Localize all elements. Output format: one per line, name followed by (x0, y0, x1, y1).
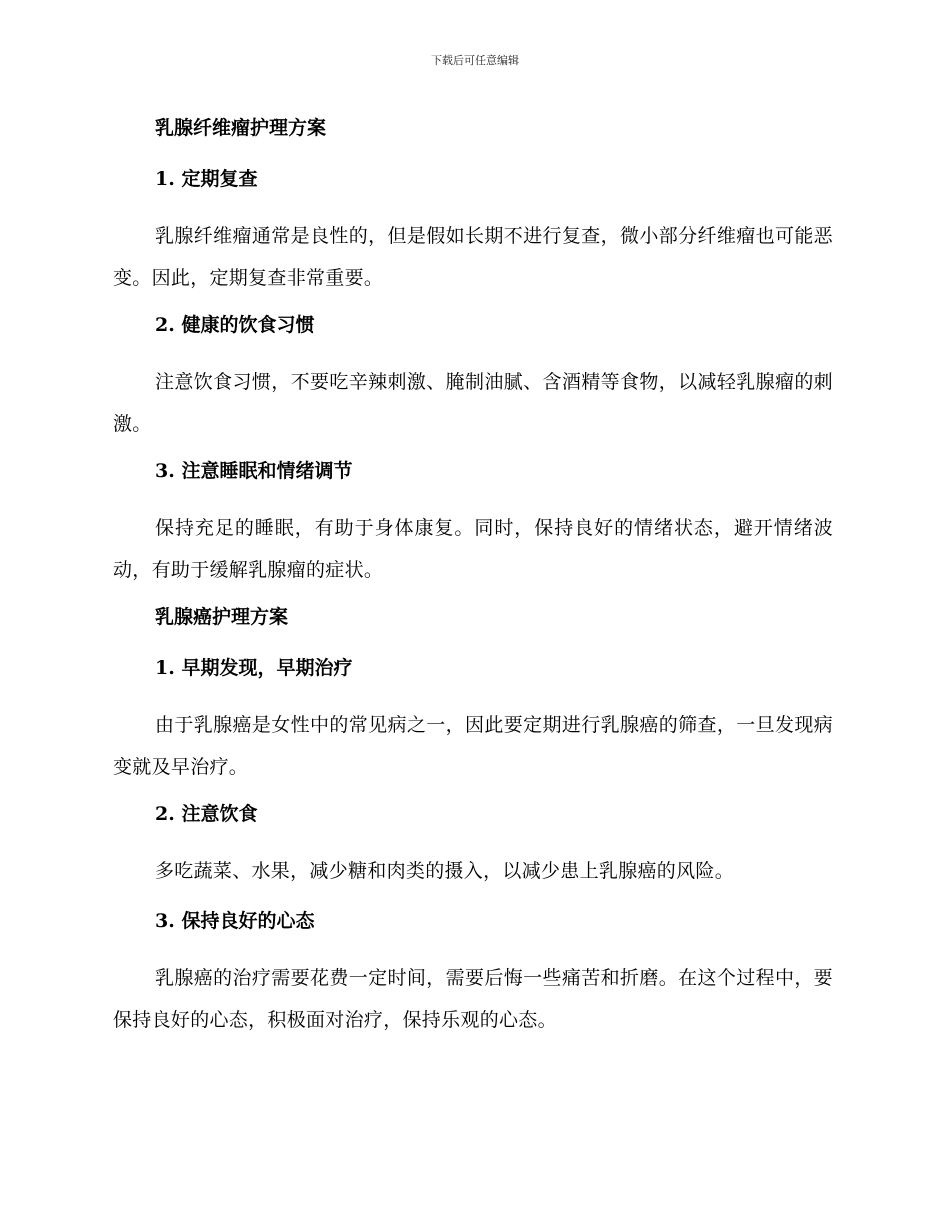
item-heading: 1. 定期复查 (155, 168, 258, 190)
document-body (113, 106, 833, 1053)
item-heading: 2. 注意饮食 (155, 803, 258, 825)
item-heading: 2. 健康的饮食习惯 (155, 314, 315, 336)
page-header: 下载后可任意编辑 (431, 54, 519, 67)
section-title: 乳腺纤维瘤护理方案 (155, 117, 327, 139)
item-body: 乳腺纤维瘤通常是良性的，但是假如长期不进行复查，微小部分纤维瘤也可能恶变。因此，定期复查非常重要。 (113, 225, 833, 289)
item-heading: 1. 早期发现，早期治疗 (155, 657, 353, 679)
item-body: 由于乳腺癌是女性中的常见病之一，因此要定期进行乳腺癌的筛查，一旦发现病变就及早治疗。 (113, 714, 833, 778)
item-heading: 3. 注意睡眠和情绪调节 (155, 460, 353, 482)
item-body: 乳腺癌的治疗需要花费一定时间，需要后悔一些痛苦和折磨。在这个过程中，要保持良好的心态，积极面对治疗，保持乐观的心态。 (113, 967, 833, 1031)
item-body: 保持充足的睡眠，有助于身体康复。同时，保持良好的情绪状态，避开情绪波动，有助于缓解乳腺瘤的症状。 (113, 517, 833, 581)
section-breast-cancer (113, 603, 833, 1041)
item-heading: 3. 保持良好的心态 (155, 910, 315, 932)
section-title: 乳腺癌护理方案 (155, 606, 289, 628)
item-body: 多吃蔬菜、水果，减少糖和肉类的摄入，以减少患上乳腺癌的风险。 (155, 860, 735, 882)
item-body: 注意饮食习惯，不要吃辛辣刺激、腌制油腻、含酒精等食物，以减轻乳腺瘤的刺激。 (113, 371, 833, 435)
section-fibroadenoma (113, 114, 833, 591)
